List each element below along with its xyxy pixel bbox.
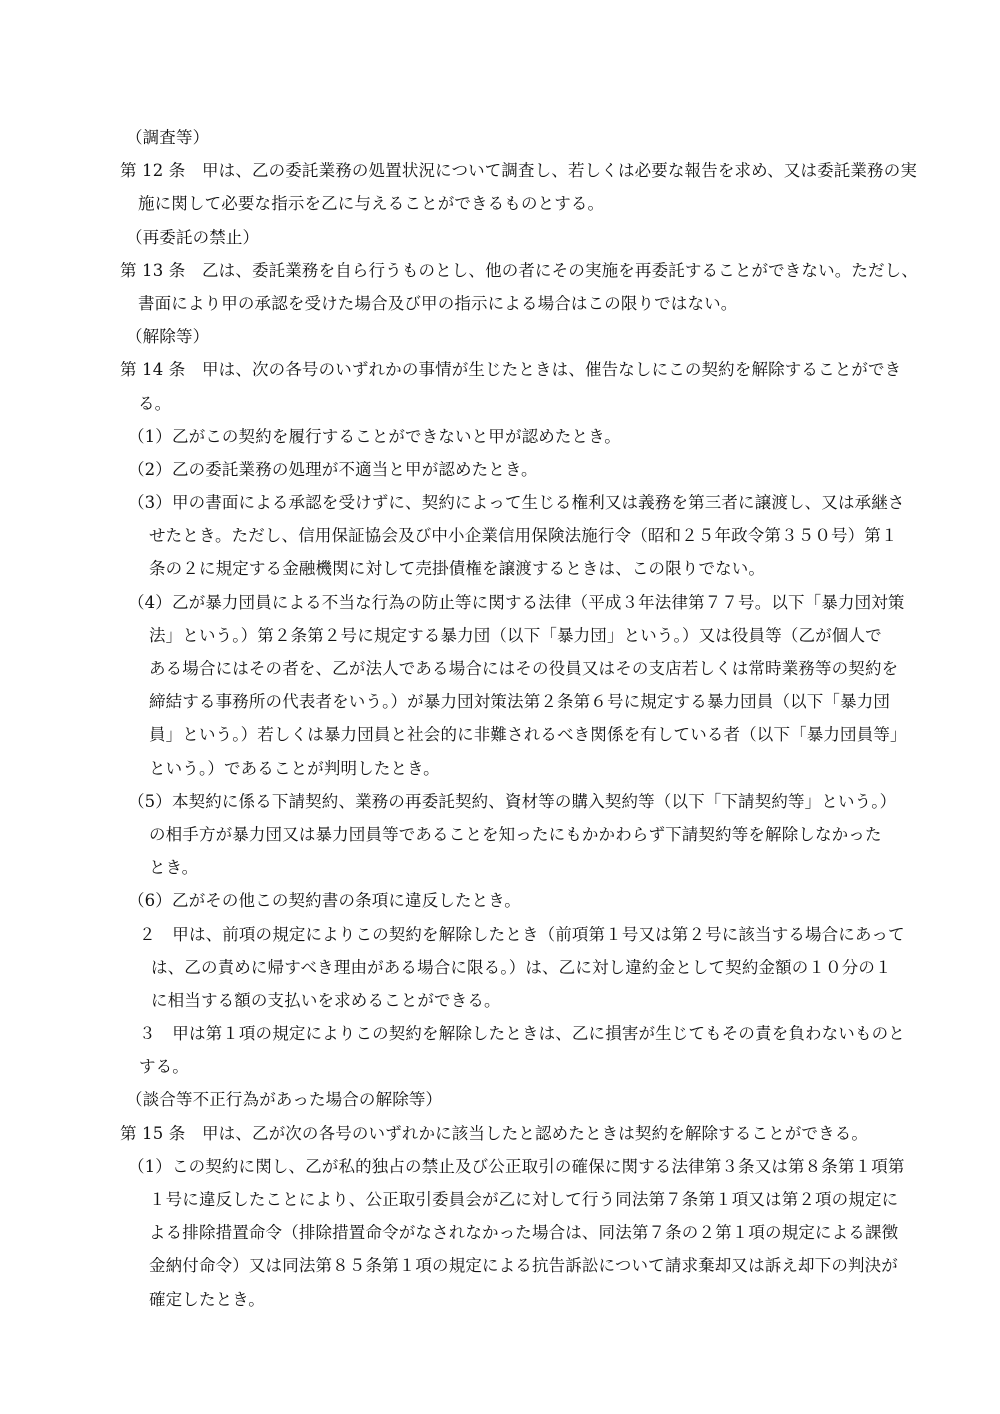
- list-item-continuation: 条の２に規定する金融機関に対して売掛債権を譲渡するときは、この限りでない。: [149, 559, 766, 579]
- list-item: （1）この契約に関し、乙が私的独占の禁止及び公正取引の確保に関する法律第３条又は第８条第１項第: [128, 1156, 905, 1176]
- list-item: （5）本契約に係る下請契約、業務の再委託契約、資材等の購入契約等（以下「下請契約等」という。）: [128, 791, 897, 811]
- section-heading: （再委託の禁止）: [126, 227, 260, 247]
- article-12-line: 施に関して必要な指示を乙に与えることができるものとする。: [138, 194, 605, 214]
- list-item-continuation: 締結する事務所の代表者をいう。）が暴力団対策法第２条第６号に規定する暴力団員（以下「暴力団: [149, 692, 890, 712]
- article-15-line: 第 15 条 甲は、乙が次の各号のいずれかに該当したと認めたときは契約を解除することができる。: [120, 1123, 869, 1143]
- list-item: （1）乙がこの契約を履行することができないと甲が認めたとき。: [128, 426, 621, 446]
- paragraph-3-continuation: する。: [139, 1057, 189, 1077]
- list-item-continuation: 確定したとき。: [149, 1289, 265, 1309]
- article-13-line: 第 13 条 乙は、委託業務を自ら行うものとし、他の者にその実施を再委託することができない。ただし、: [120, 260, 918, 280]
- article-14-line: 第 14 条 甲は、次の各号のいずれかの事情が生じたときは、催告なしにこの契約を解除することができ: [120, 360, 902, 380]
- list-item: （4）乙が暴力団員による不当な行為の防止等に関する法律（平成３年法律第７７号。以下「暴力団対策: [128, 592, 905, 612]
- list-item-continuation: よる排除措置命令（排除措置命令がなされなかった場合は、同法第７条の２第１項の規定による課徴: [149, 1223, 899, 1243]
- list-item-continuation: という。）であることが判明したとき。: [149, 758, 440, 778]
- article-13-line: 書面により甲の承認を受けた場合及び甲の指示による場合はこの限りではない。: [138, 293, 738, 313]
- section-heading: （談合等不正行為があった場合の解除等）: [126, 1090, 443, 1110]
- list-item-continuation: とき。: [149, 858, 199, 878]
- list-item-continuation: の相手方が暴力団又は暴力団員等であることを知ったにもかかわらず下請契約等を解除しなかった: [149, 824, 882, 844]
- paragraph-2-continuation: に相当する額の支払いを求めることができる。: [151, 990, 501, 1010]
- paragraph-3: ３ 甲は第１項の規定によりこの契約を解除したときは、乙に損害が生じてもその責を負わないものと: [139, 1024, 905, 1044]
- list-item: （3）甲の書面による承認を受けずに、契約によって生じる権利又は義務を第三者に譲渡し、又は承継さ: [128, 493, 905, 513]
- paragraph-2-continuation: は、乙の責めに帰すべき理由がある場合に限る。）は、乙に対し違約金として契約金額の１０分の１: [151, 957, 892, 977]
- section-heading: （調査等）: [126, 128, 210, 147]
- paragraph-2: ２ 甲は、前項の規定によりこの契約を解除したとき（前項第１号又は第２号に該当する場合にあって: [139, 924, 905, 944]
- list-item-continuation: 法」という。）第２条第２号に規定する暴力団（以下「暴力団」という。）又は役員等（乙が個人で: [149, 625, 882, 645]
- list-item-continuation: １号に違反したことにより、公正取引委員会が乙に対して行う同法第７条第１項又は第２項の規定に: [149, 1190, 899, 1209]
- list-item-continuation: 金納付命令）又は同法第８５条第１項の規定による抗告訴訟について請求棄却又は訴え却下の判決が: [149, 1256, 898, 1276]
- list-item-continuation: せたとき。ただし、信用保証協会及び中小企業信用保険法施行令（昭和２５年政令第３５０号）第１: [149, 526, 898, 546]
- list-item-continuation: ある場合にはその者を、乙が法人である場合にはその役員又はその支店若しくは常時業務等の契約を: [149, 659, 899, 678]
- article-12-line: 第 12 条 甲は、乙の委託業務の処置状況について調査し、若しくは必要な報告を求め、又は委託業務の実: [120, 161, 917, 181]
- section-heading: （解除等）: [126, 327, 210, 347]
- document-body: [120, 121, 920, 1316]
- article-14-line: る。: [138, 393, 172, 413]
- list-item: （2）乙の委託業務の処理が不適当と甲が認めたとき。: [128, 459, 538, 479]
- list-item-continuation: 員」という。）若しくは暴力団員と社会的に非難されるべき関係を有している者（以下「暴力団員等」: [149, 725, 907, 745]
- list-item: （6）乙がその他この契約書の条項に違反したとき。: [128, 891, 521, 911]
